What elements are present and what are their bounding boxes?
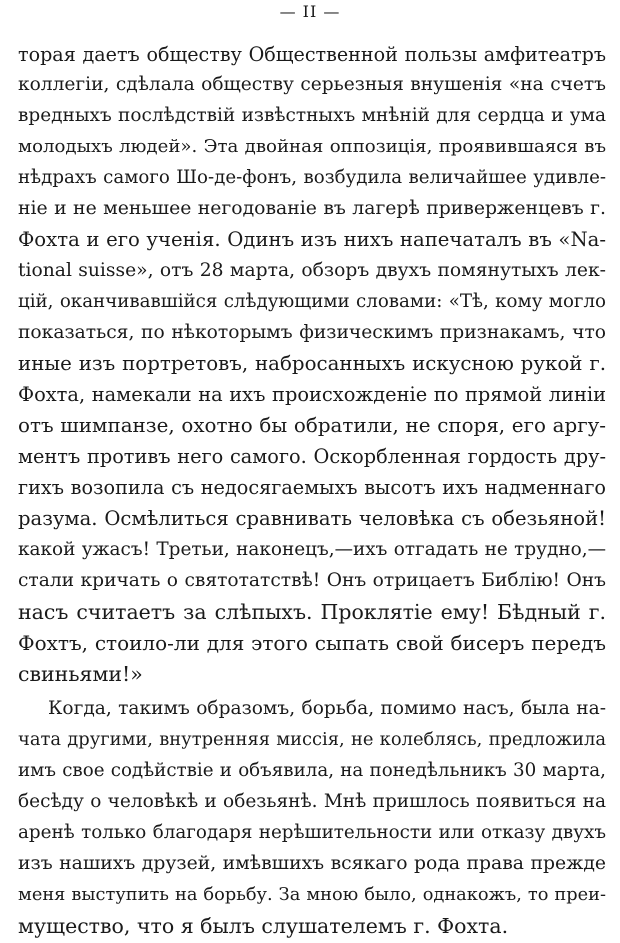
- text-line: торая даетъ обществу Общественной пользы амфитеатръ: [18, 43, 606, 66]
- text-line: иные изъ портретовъ, набросанныхъ искусною рукой г.: [18, 352, 606, 375]
- text-line: цій, оканчивавшійся слѣдующими словами: «Тѣ, кому могло: [18, 291, 606, 312]
- text-line: имъ свое содѣйствіе и объявила, на понедѣльникъ 30 марта,: [18, 760, 606, 781]
- text-line: коллегіи, сдѣлала обществу серьезныя внушенія «на счетъ: [18, 74, 606, 95]
- text-line: чата другими, внутренняя миссія, не колеблясь, предложила: [18, 729, 606, 750]
- text-line: Когда, такимъ образомъ, борьба, помимо насъ, была на-: [48, 698, 606, 719]
- text-line: разума. Осмѣлиться сравнивать человѣка съ обезьяной!: [18, 507, 606, 530]
- text-line: Фохтъ, стоило-ли для этого сыпать свой бисеръ передъ: [18, 631, 606, 655]
- text-line: мущество, что я былъ слушателемъ г. Фохта.: [18, 914, 509, 938]
- text-line: Фохта и его ученія. Одинъ изъ нихъ напечаталъ въ «Na-: [18, 228, 606, 251]
- text-line: бесѣду о человѣкѣ и обезьянѣ. Мнѣ пришлось появиться на: [18, 791, 606, 812]
- text-line: отъ шимпанзе, охотно бы обратили, не споря, его аргу-: [18, 414, 606, 437]
- text-line: Фохта, намекали на ихъ происхожденіе по прямой линіи: [18, 383, 606, 406]
- text-line: ніе и не меньшее негодованіе въ лагерѣ приверженцевъ г.: [18, 198, 606, 219]
- text-line: гихъ возопила съ недосягаемыхъ высотъ ихъ надменнаго: [18, 476, 606, 499]
- text-line: вредныхъ послѣдствій извѣстныхъ мнѣній для сердца и ума: [18, 105, 606, 126]
- text-line: аренѣ только благодаря нерѣшительности или отказу двухъ: [18, 822, 606, 843]
- text-line: свиньями!»: [18, 662, 143, 686]
- text-line: показаться, по нѣкоторымъ физическимъ признакамъ, что: [18, 322, 606, 343]
- text-line: меня выступить на борьбу. За мною было, однакожъ, то преи-: [18, 885, 606, 905]
- page-number-header: — II —: [279, 2, 341, 21]
- text-line: молодыхъ людей». Эта двойная оппозиція, проявившаяся въ: [18, 136, 606, 157]
- text-line: изъ нашихъ друзей, имѣвшихъ всякаго рода права прежде: [18, 853, 606, 874]
- text-line: tional suisse», отъ 28 марта, обзоръ двухъ помянутыхъ лек-: [18, 260, 606, 281]
- text-line: ментъ противъ него самого. Оскорбленная гордость дру-: [18, 445, 606, 468]
- text-line: стали кричать о святотатствѣ! Онъ отрицаетъ Библію! Онъ: [18, 570, 606, 591]
- text-line: какой ужасъ! Третьи, наконецъ,—ихъ отгадать не трудно,—: [18, 539, 606, 560]
- text-line: нѣдрахъ самого Шо-де-фонъ, возбудила величайшее удивле-: [18, 167, 606, 188]
- text-line: насъ считаетъ за слѣпыхъ. Проклятіе ему! Бѣдный г.: [18, 600, 606, 624]
